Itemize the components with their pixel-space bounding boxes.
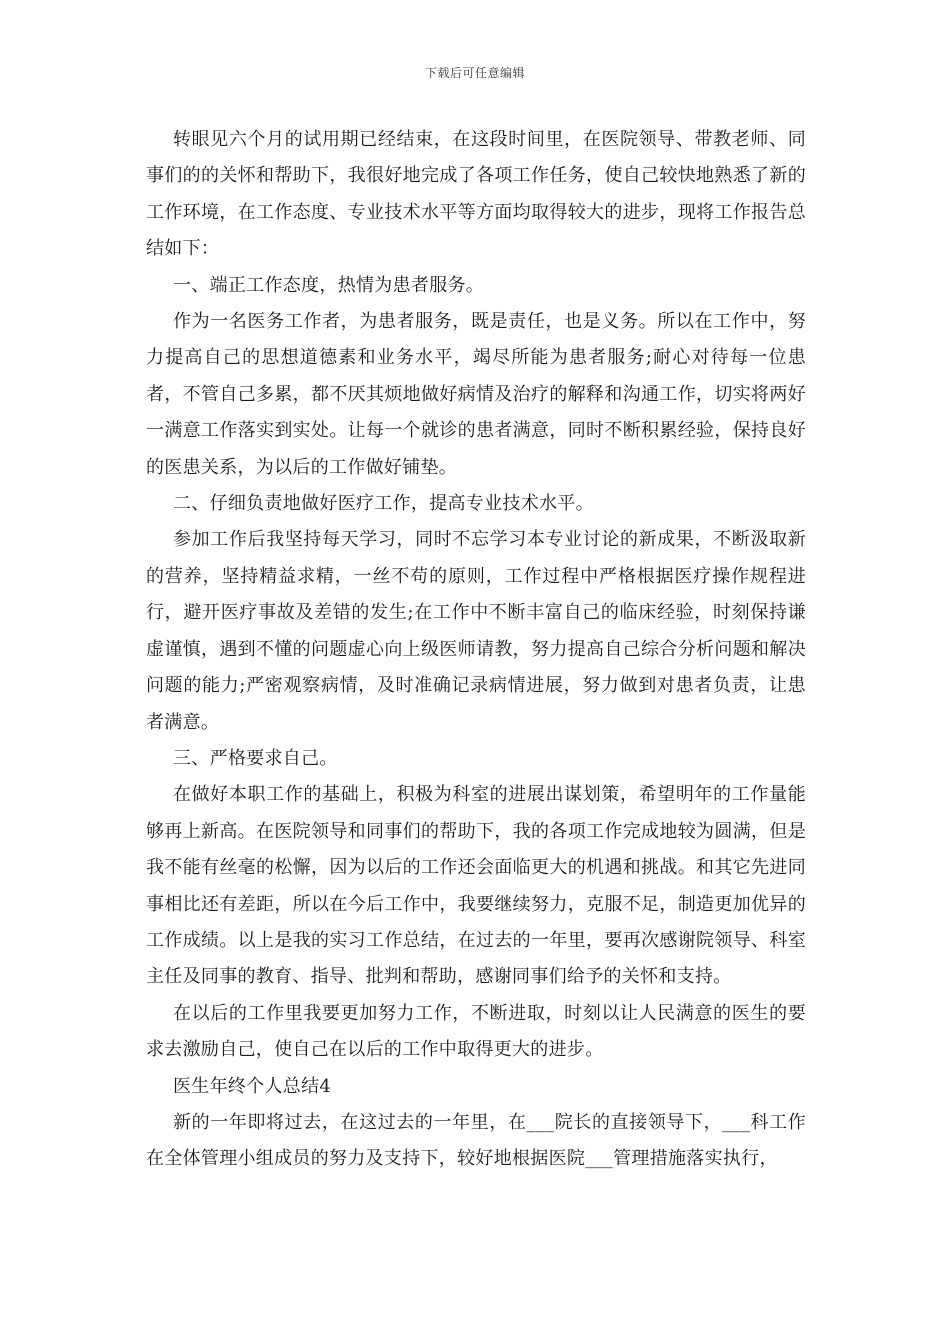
page-header: 下载后可任意编辑 <box>424 66 525 80</box>
closing-paragraph: 在以后的工作里我要更加努力工作，不断进取，时刻以让人民满意的医生的要求去激励自己，使自己在以后的工作中取得更大的进步。 <box>146 1002 806 1061</box>
section-paragraph-3: 在做好本职工作的基础上，积极为科室的进展出谋划策，希望明年的工作量能够再上新高。在医院领导和同事们的帮助下，我的各项工作完成地较为圆满，但是我不能有丝毫的松懈，因为以后的工作还会面临更大的机遇和挑战。和其它先进同事相比还有差距，所以在今后工作中，我要继续努力，克服不足，制造更加优异的工作成绩。以上是我的实习工作总结，在过去的一年里，要再次感谢院领导、科室主任及同事的教育、指导、批判和帮助，感谢同事们给予的关怀和支持。 <box>146 784 806 988</box>
document-body <box>146 122 806 1178</box>
section-heading-2: 二、仔细负责地做好医疗工作，提高专业技术水平。 <box>173 493 594 515</box>
new-section-paragraph: 新的一年即将过去，在这过去的一年里，在___院长的直接领导下，___科工作在全体管理小组成员的努力及支持下，较好地根据医院___管理措施落实执行， <box>146 1111 806 1170</box>
section-paragraph-2: 参加工作后我坚持每天学习，同时不忘学习本专业讨论的新成果，不断汲取新的营养，坚持精益求精，一丝不苟的原则，工作过程中严格根据医疗操作规程进行，避开医疗事故及差错的发生;在工作中不断丰富自己的临床经验，时刻保持谦虚谨慎，遇到不懂的问题虚心向上级医师请教，努力提高自己综合分析问题和解决问题的能力;严密观察病情，及时准确记录病情进展，努力做到对患者负责，让患者满意。 <box>146 529 806 733</box>
section-heading-3: 三、严格要求自己。 <box>173 747 338 769</box>
section-paragraph-1: 作为一名医务工作者，为患者服务，既是责任，也是义务。所以在工作中，努力提高自己的思想道德素和业务水平，竭尽所能为患者服务;耐心对待每一位患者，不管自己多累，都不厌其烦地做好病情及治疗的解释和沟通工作，切实将两好一满意工作落实到实处。让每一个就诊的患者满意，同时不断积累经验，保持良好的医患关系，为以后的工作做好铺垫。 <box>146 311 806 478</box>
intro-paragraph: 转眼见六个月的试用期已经结束，在这段时间里，在医院领导、带教老师、同事们的的关怀和帮助下，我很好地完成了各项工作任务，使自己较快地熟悉了新的工作环境，在工作态度、专业技术水平等方面均取得较大的进步，现将工作报告总结如下： <box>146 129 806 260</box>
section-heading-1: 一、端正工作态度，热情为患者服务。 <box>173 274 485 296</box>
document-subtitle: 医生年终个人总结4 <box>173 1075 332 1097</box>
